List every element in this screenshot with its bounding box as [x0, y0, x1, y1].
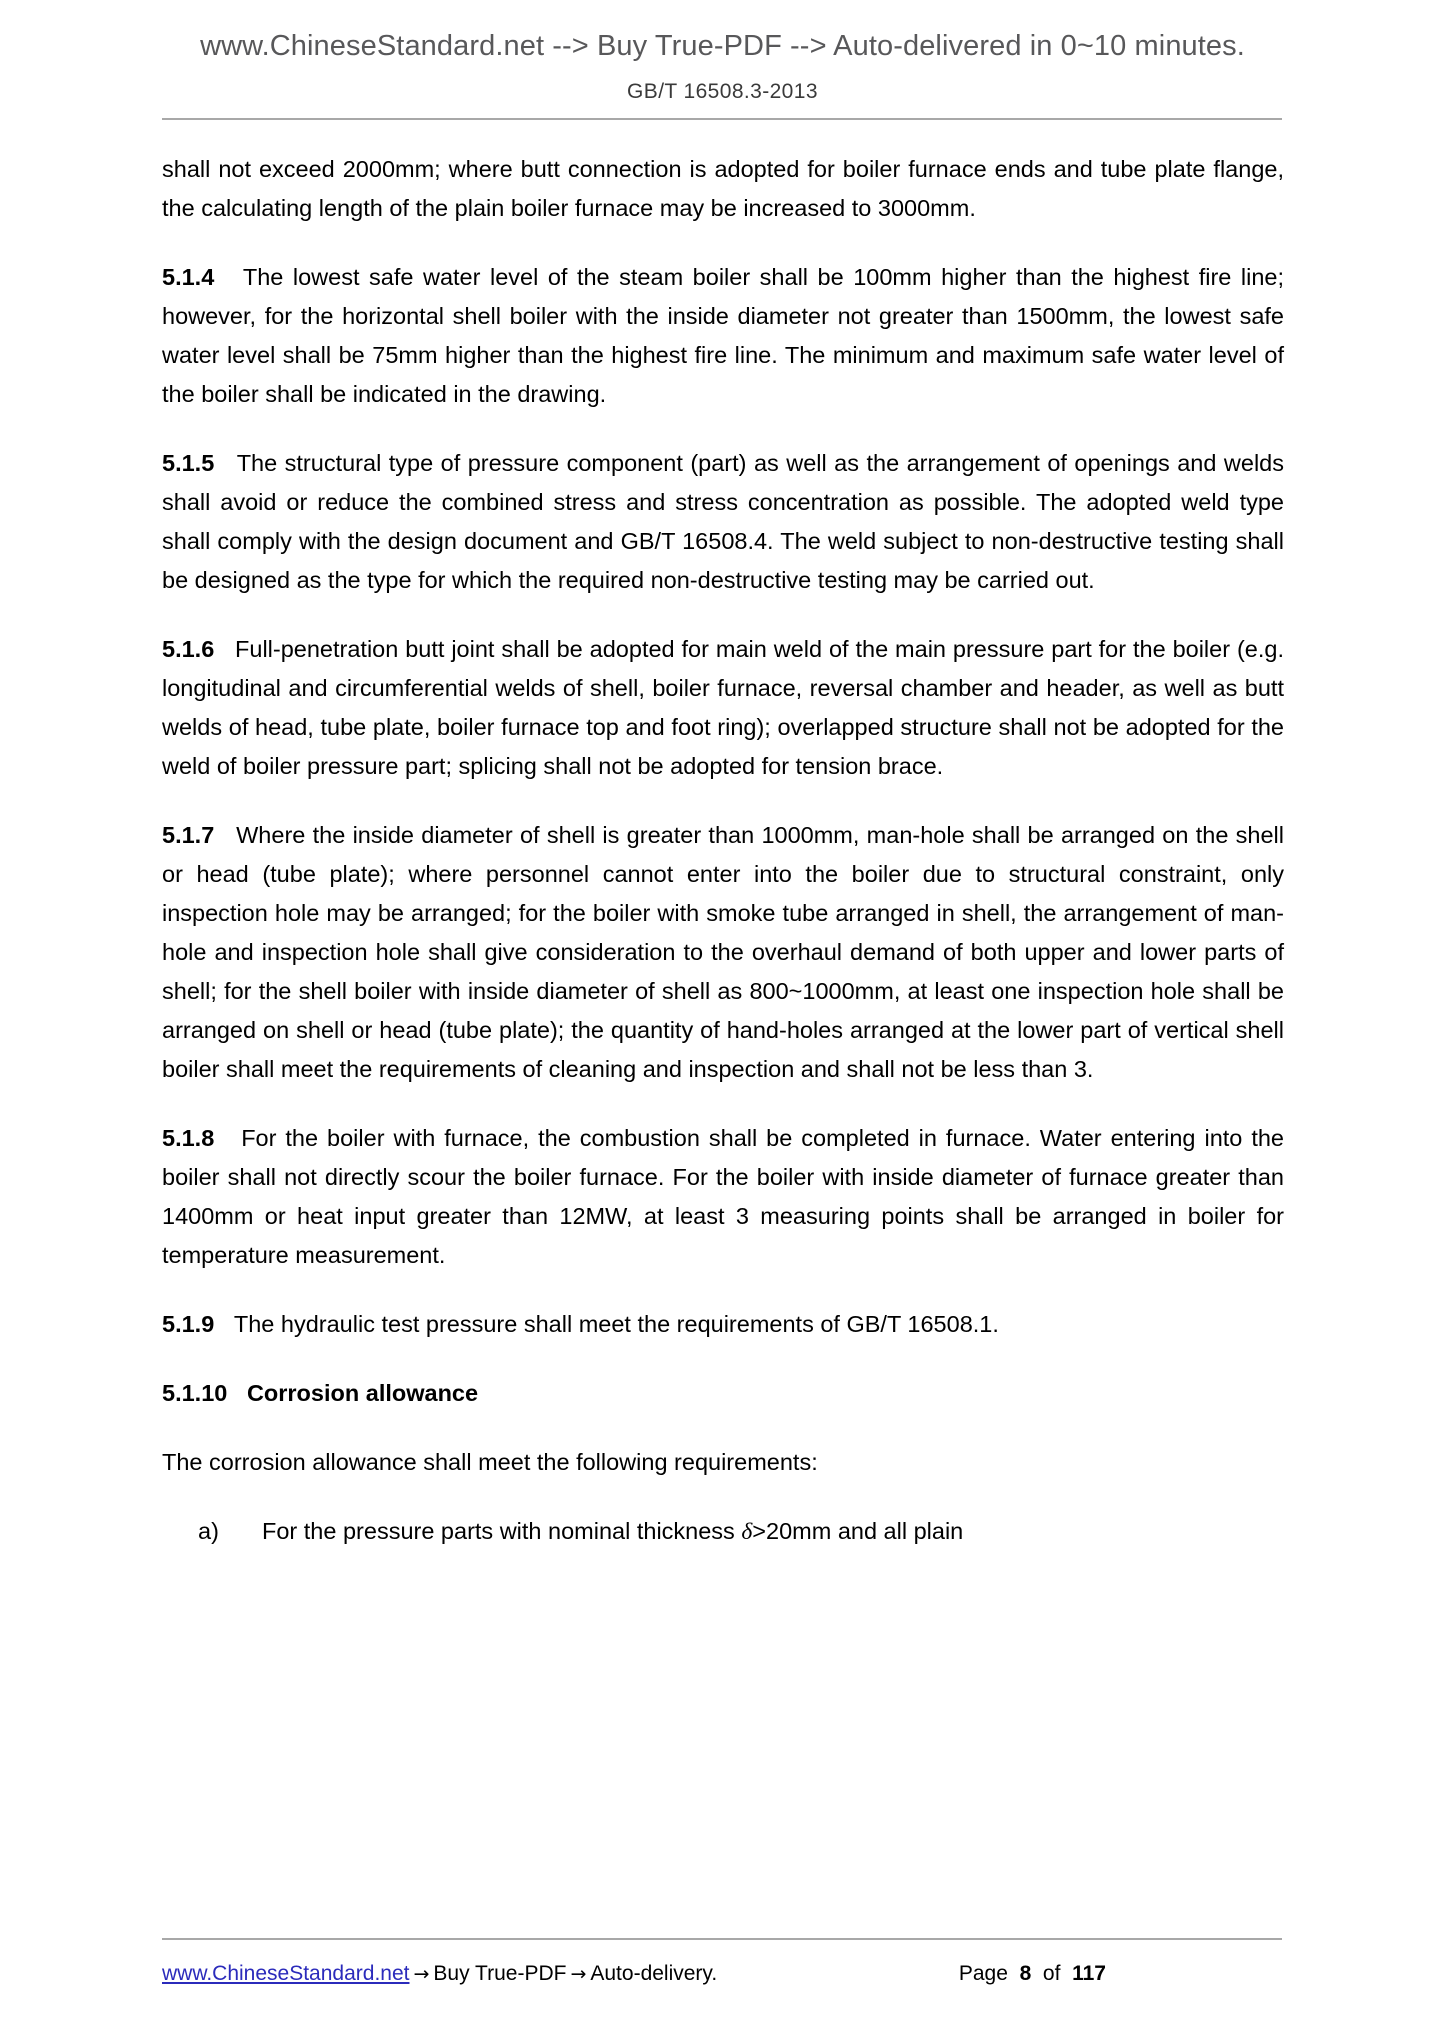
section-text-5-1-9: The hydraulic test pressure shall meet the requirements of GB/T 16508.1. [233, 1311, 999, 1337]
section-text-5-1-5: The structural type of pressure component (part) as well as the arrangement of openings and welds shall avoid or reduce the combined stress and stress concentration as possible. The adopted weld type shall comply with the design document and GB/T 16508.4. The weld subject to non-destructive testing shall be designed as the type for which the required non-destructive testing may be carried out. [162, 450, 1284, 593]
section-5-1-8 [162, 1119, 1284, 1275]
section-5-1-5 [162, 444, 1284, 600]
arrow-right-icon-1: → [413, 1963, 430, 1985]
page-footer [162, 1962, 1282, 1986]
section-heading-text-5-1-10: Corrosion allowance [246, 1380, 479, 1406]
footer-delivery-label: Auto-delivery. [590, 1962, 718, 1985]
footer-divider [162, 1938, 1282, 1940]
footer-page-number: 8 [1019, 1962, 1032, 1985]
section-number-5-1-9: 5.1.9 [162, 1311, 215, 1337]
list-item-a [162, 1512, 1284, 1552]
paragraph-continued: shall not exceed 2000mm; where butt connection is adopted for boiler furnace ends and tube plate flange, the calculating length of the plain boiler furnace may be increased to 3000mm. [162, 156, 1284, 221]
section-text-5-1-6: Full-penetration butt joint shall be adopted for main weld of the main pressure part for the boiler (e.g. longitudinal and circumferential welds of shell, boiler furnace, reversal chamber and header, as well as butt welds of head, tube plate, boiler furnace top and foot ring); overlapped structure shall not be adopted for the weld of boiler pressure part; splicing shall not be adopted for tension brace. [162, 636, 1284, 779]
section-number-5-1-8: 5.1.8 [162, 1125, 215, 1151]
section-5-1-6 [162, 630, 1284, 786]
list-marker-a: a) [198, 1518, 219, 1544]
footer-of-label: of [1042, 1962, 1061, 1985]
section-number-5-1-6: 5.1.6 [162, 636, 215, 662]
footer-site-link[interactable]: www.ChineseStandard.net [162, 1962, 410, 1985]
standard-code-header: GB/T 16508.3-2013 [627, 80, 818, 103]
section-5-1-4 [162, 258, 1284, 414]
section-5-1-7 [162, 816, 1284, 1089]
section-text-5-1-8: For the boiler with furnace, the combustion shall be completed in furnace. Water entering into the boiler shall not directly scour the boiler furnace. For the boiler with inside diameter of furnace greater than 1400mm or heat input greater than 12MW, at least 3 measuring points shall be arranged in boiler for temperature measurement. [162, 1125, 1284, 1268]
footer-page-label: Page [958, 1962, 1008, 1985]
section-number-5-1-7: 5.1.7 [162, 822, 215, 848]
list-item-a-text [198, 1512, 1284, 1552]
header-divider [162, 118, 1282, 120]
arrow-right-icon-2: → [570, 1963, 587, 1985]
section-text-5-1-4: The lowest safe water level of the steam boiler shall be 100mm higher than the highest fire line; however, for the horizontal shell boiler with the inside diameter not greater than 1500mm, the lowest safe water level shall be 75mm higher than the highest fire line. The minimum and maximum safe water level of the boiler shall be indicated in the drawing. [162, 264, 1284, 407]
section-text-5-1-7: Where the inside diameter of shell is greater than 1000mm, man-hole shall be arranged on the shell or head (tube plate); where personnel cannot enter into the boiler due to structural constraint, only inspection hole may be arranged; for the boiler with smoke tube arranged in shell, the arrangement of man-hole and inspection hole shall give consideration to the overhaul demand of both upper and lower parts of shell; for the shell boiler with inside diameter of shell as 800~1000mm, at least one inspection hole shall be arranged on shell or head (tube plate); the quantity of hand-holes arranged at the lower part of vertical shell boiler shall meet the requirements of cleaning and inspection and shall not be less than 3. [162, 822, 1284, 1082]
delta-symbol: δ [741, 1519, 753, 1545]
list-item-a-text-after: >20mm and all plain [752, 1518, 964, 1544]
section-number-5-1-4: 5.1.4 [162, 264, 215, 290]
footer-buy-label: Buy True-PDF [433, 1962, 567, 1985]
section-heading-5-1-10 [162, 1374, 1284, 1413]
footer-total-pages: 117 [1072, 1962, 1106, 1985]
watermark-header: www.ChineseStandard.net --> Buy True-PDF --> Auto-delivered in 0~10 minutes. [200, 30, 1245, 62]
footer-page-info [959, 1962, 1282, 1986]
document-body [162, 150, 1284, 1582]
list-item-a-text-before: For the pressure parts with nominal thickness [262, 1518, 742, 1544]
section-5-1-9 [162, 1305, 1284, 1344]
section-number-5-1-5: 5.1.5 [162, 450, 215, 476]
section-number-5-1-10: 5.1.10 [162, 1380, 228, 1406]
section-5-1-10-intro: The corrosion allowance shall meet the following requirements: [162, 1449, 818, 1475]
